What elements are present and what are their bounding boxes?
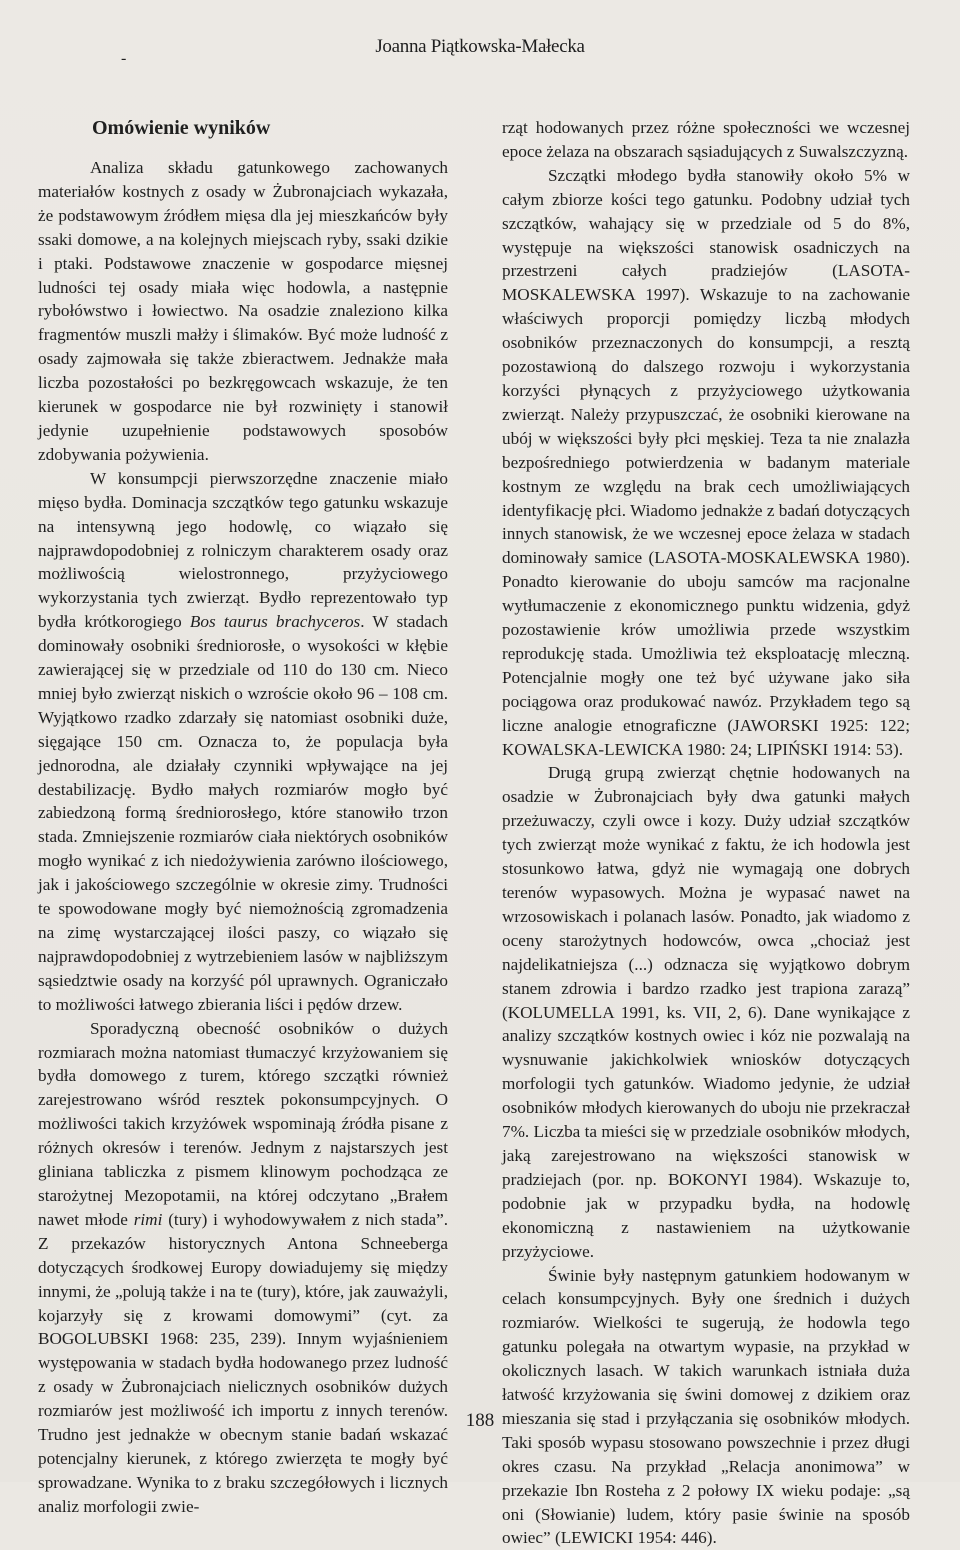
paragraph: Analiza składu gatunkowego zachowanych materiałów kostnych z osady w Żubronajciach wykazała, że podstawowym źródłem mięsa dla jej mieszkańców były ssaki domowe, a na kolejnych miejscach ryby, ssaki dzikie i ptaki. Podstawowe znaczenie w gospodarce mięsnej ludności tej osady miała więc hodowla, a następnie rybołówstwo i łowiectwo. Na osadzie znaleziono kilka fragmentów muszli małży i ślimaków. Być może ludność z osady zajmowała się także zbieractwem. Jednakże mała liczba pozostałości po bezkręgowcach wskazuje, że ten kierunek w gospodarce nie był rozwinięty i stanowił jedynie uzupełnienie podstawowych sposobów zdobywania pożywienia. <box>38 156 448 467</box>
paragraph-text: W konsumpcji pierwszorzędne znaczenie miało mięso bydła. Dominacja szczątków tego gatunku wskazuje na intensywną jego hodowlę, co wiązało się najprawdopodobniej z rolniczym charakterem osady oraz możliwością wielostronnego, przyżyciowego wykorzystania tych zwierząt. Bydło reprezentowało typ bydła krótkorogiego <box>38 469 448 631</box>
paragraph-text: Sporadyczną obecność osobników o dużych rozmiarach można natomiast tłumaczyć krzyżowaniem się bydła domowego z turem, którego szczątki również zarejestrowano wśród resztek pokonsumpcyjnych. O możliwości takich krzyżówek wspominają źródła pisane z różnych okresów i terenów. Jednym z najstarszych jest gliniana tabliczka z pismem klinowym pochodząca ze starożytnej Mezopotamii, na której odczytano „Brałem nawet młode <box>38 1019 448 1229</box>
left-column <box>38 116 448 1519</box>
paragraph-text: (tury) i wyhodowywałem z nich stada”. Z przekazów historycznych Antona Schneeberga dotyczących środkowej Europy dowiadujemy się między innymi, że „polują także i na te (tury), które, jak zauważyli, kojarzyły się z krowami domowymi” (cyt. za BOGOLUBSKI 1968: 235, 239). Innym wyjaśnieniem występowania w stadach bydła hodowanego przez ludność z osady w Żubronajciach nielicznych osobników dużych rozmiarów jest możliwość ich importu z innych terenów. Trudno jest jednakże w obecnym stanie badań wskazać potencjalny kierunek, z którego zwierzęta te mogły być sprowadzane. Wynika to z braku szczegółowych i licznych analiz morfologii zwie- <box>38 1210 448 1516</box>
right-column <box>502 116 910 1550</box>
paragraph <box>38 1017 448 1519</box>
foreign-term: rimi <box>134 1210 163 1229</box>
page-number: 188 <box>0 1410 960 1432</box>
paragraph: Drugą grupą zwierząt chętnie hodowanych na osadzie w Żubronajciach były dwa gatunki małych przeżuwaczy, czyli owce i kozy. Duży udział szczątków tych zwierząt może wynikać z faktu, że ich hodowla jest stosunkowo łatwa, gdyż nie wymagają one dobrych terenów wypasowych. Można je wypasać nawet na wrzosowiskach i polanach lasów. Ponadto, jak wiadomo z oceny starożytnych hodowców, owca „chociaż jest najdelikatniejsza (...) odznacza się wyjątkowo dobrym stanem zdrowia i bardzo rzadko jest trapiona zarazą” (KOLUMELLA 1991, ks. VII, 2, 6). Dane wynikające z analizy szczątków kostnych owiec i kóz nie pozwalają na wysnuwanie jakichkolwiek wniosków dotyczących morfologii tych gatunków. Wiadomo jedynie, że udział osobników młodych kierowanych do uboju nie przekraczał 7%. Liczba ta mieści się w przedziale osobników młodych, jaką zarejestrowano na większości stanowisk w pradziejach (por. np. BOKONYI 1984). Wskazuje to, podobnie jak w przypadku bydła, na hodowlę ekonomiczną z nastawieniem na użytkowanie przyżyciowe. <box>502 761 910 1263</box>
margin-mark: - <box>121 50 126 68</box>
running-head-author: Joanna Piątkowska-Małecka <box>0 36 960 58</box>
paragraph: rząt hodowanych przez różne społeczności we wczesnej epoce żelaza na obszarach sąsiadujących z Suwalszczyzną. <box>502 116 910 164</box>
paragraph-text: . W stadach dominowały osobniki średniorosłe, o wysokości w kłębie zawierającej się w przedziale od 110 do 130 cm. Nieco mniej było zwierząt niskich o wzroście około 96 – 108 cm. Wyjątkowo rzadko zdarzały się natomiast osobniki duże, sięgające 150 cm. Oznacza to, że populacja była jednorodna, ale działały czynniki wpływające na jej destabilizację. Bydło małych rozmiarów mogło być zabiedzoną formą średniorosłego, które stanowiło trzon stada. Zmniejszenie rozmiarów ciała niektórych osobników mogło wynikać z ich niedożywienia zarówno ilościowego, jak i jakościowego szczególnie w okresie zimy. Trudności te spowodowane mogły być niemożnością zgromadzenia na zimę wystarczającej ilości paszy, co wiązało się najprawdopodobniej z wytrzebieniem lasów w najbliższym sąsiedztwie osady na korzyść pól uprawnych. Ograniczało to możliwości łatwego zbierania liści i pędów drzew. <box>38 612 448 1014</box>
paragraph <box>38 467 448 1017</box>
paragraph: Szczątki młodego bydła stanowiły około 5% w całym zbiorze kości tego gatunku. Podobny udział tych szczątków, wahający się w przedziale od 5 do 8%, występuje na większości stanowisk osadniczych na przestrzeni całych pradziejów (LASOTA-MOSKALEWSKA 1997). Wskazuje to na zachowanie właściwych proporcji pomiędzy liczbą młodych osobników przeznaczonych do konsumpcji, a resztą pozostawioną do dalszego rozwoju i wykorzystania korzyści płynących z przyżyciowego użytkowania zwierząt. Należy przypuszczać, że osobniki kierowane na ubój w większości były płci męskiej. Teza ta nie znalazła bezpośredniego potwierdzenia w badanym materiale kostnym ze względu na brak cech umożliwiających identyfikację płci. Wiadomo jednakże z badań dotyczących innych stanowisk, że we wczesnej epoce żelaza w stadach dominowały samice (LASOTA-MOSKALEWSKA 1980). Ponadto kierowanie do uboju samców ma racjonalne wytłumaczenie z ekonomicznego punktu widzenia, gdyż pozostawienie krów umożliwia przede wszystkim reprodukcję stada. Umożliwia też eksploatację mleczną. Potencjalnie mogły one też być używane jako siła pociągowa oraz produkować nawóz. Przykładem tego są liczne analogie etnograficzne (JAWORSKI 1925: 122; KOWALSKA-LEWICKA 1980: 24; LIPIŃSKI 1914: 53). <box>502 164 910 762</box>
section-heading: Omówienie wyników <box>92 116 448 140</box>
paragraph: Świnie były następnym gatunkiem hodowanym w celach konsumpcyjnych. Były one średnich i dużych rozmiarów. Wielkości te sugerują, że hodowla tego gatunku polegała na otwartym wypasie, na przykład w okolicznych lasach. W takich warunkach istniała duża łatwość krzyżowania się świni domowej z dzikiem oraz mieszania się stad i przyłączania się osobników młodych. Taki sposób wypasu stosowano powszechnie i przez długi okres czasu. Na przykład „Relacja anonimowa” w przekazie Ibn Rosteha z 2 połowy IX wieku podaje: „są oni (Słowianie) ludem, który pasie świnie na sposób owiec” (LEWICKI 1954: 446). <box>502 1264 910 1550</box>
species-name: Bos taurus brachyceros <box>190 612 360 631</box>
